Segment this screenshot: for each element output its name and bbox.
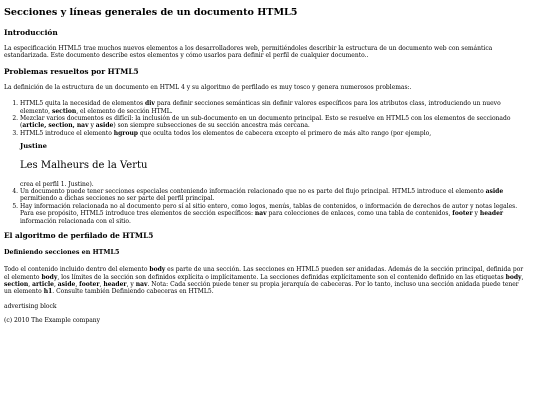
problems-list [4,100,528,225]
algorithm-paragraph: Todo el contenido incluido dentro del elemento body es parte de una sección. Las secciones en HTML5 pueden ser anidadas. Además de la sección principal, definida por el elemento body, los límites de la sección son definidos explícita o implícitamente. La secciones definidas explícitamente son el contenido definido en las etiquetas body, section, article, aside, footer, header, y nav. Nota: Cada sección puede tener su propia jerarquía de cabeceras. Por lo tanto, incluso una sección anidada puede tener un elemento h1. Consulte también Definiendo cabeceras en HTML5. [4,266,524,296]
intro-heading: Introducción [4,28,58,37]
algorithm-subheading: Definiendo secciones en HTML5 [4,248,120,257]
intro-paragraph: La especificación HTML5 trae muchos nuevos elementos a los desarrolladores web, permitiéndoles describir la estructura de un documento web con semántica estandarizada. Este documento describe estos elementos y cómo usarlos para definir el perfil de cualquier documento.. [4,45,493,60]
example-big-heading: Les Malheurs de la Vertu [20,159,148,171]
advertising-block: advertising block [4,302,57,310]
problems-intro: La definición de la estructura de un documento en HTML 4 y su algoritmo de perfilado es muy tosco y genera numerosos problemas:. [4,83,412,91]
list-item: 1. HTML5 quita la necesidad de elementos div para definir secciones semánticas sin definir valores específicos para los atributos class, introduciendo un nuevo elemento, section, el elemento de sección HTML. [20,100,528,115]
example-subheading: Justine [20,142,47,151]
list-item: 4. Un documento puede tener secciones especiales conteniendo información relacionado que no es parte del flujo principal. HTML5 introduce el elemento aside permitiendo a dichas secciones no ser parte del perfil principal. [20,188,528,203]
page-footer: (c) 2010 The Example company [4,317,101,325]
list-item-continuation: crea el perfil 1. Justine). [20,180,94,188]
problems-heading: Problemas resueltos por HTML5 [4,66,139,76]
list-item: 2. Mezclar varios documentos es difícil: la inclusión de un sub-documento en un documento principal. Esto se resuelve en HTML5 con los elementos de seccionado (article, section, nav y aside) son siempre subsecciones de su sección ancestra más cercana. [20,115,528,130]
page-title: Secciones y líneas generales de un documento HTML5 [4,7,298,18]
list-item: 3. HTML5 introduce el elemento hgroup que oculta todos los elementos de cabecera excepto el primero de más alto rango (por ejemplo, Justine Les Malheurs de la Vertu crea el perfil 1. Justine). [20,130,528,188]
list-item: 5. Hay información relacionada no al documento pero sí al sitio entero, como logos, menús, tablas de contenidos, o información de derechos de autor y notas legales. Para ese propósito, HTML5 introduce tres elementos de sección específicos: nav para colecciones de enlaces, como una tabla de contenidos, footer y header información relacionada con el sitio. [20,203,528,225]
algorithm-heading: El algoritmo de perfilado de HTML5 [4,231,154,241]
